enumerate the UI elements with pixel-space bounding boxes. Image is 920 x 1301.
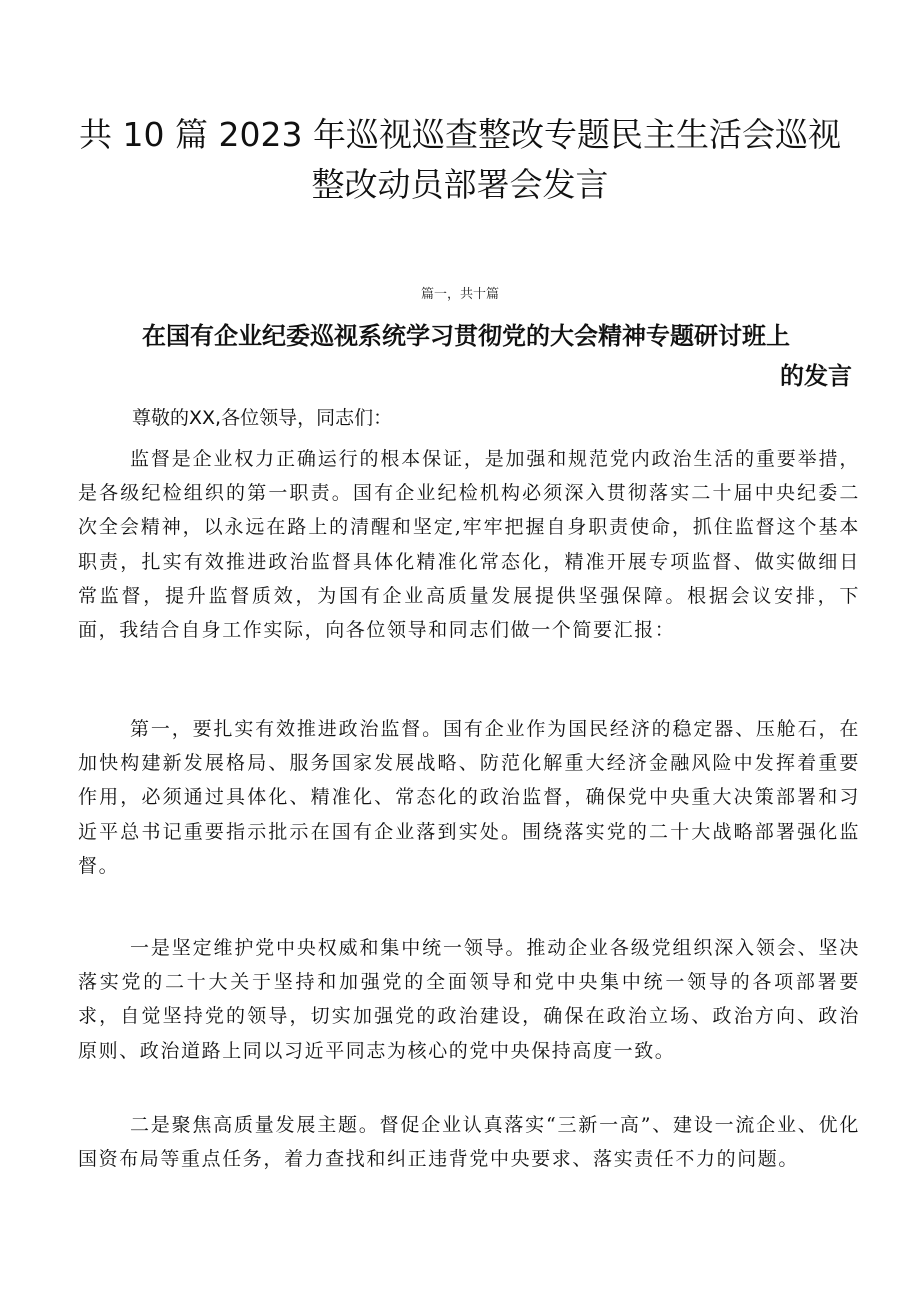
section-title-line2: 的发言 — [780, 362, 852, 390]
part-label: 篇一，共十篇 — [420, 287, 499, 302]
paragraph-intro: 监督是企业权力正确运行的根本保证，是加强和规范党内政治生活的重要举措，是各级纪检组织的第一职责。国有企业纪检机构必须深入贯彻落实二十届中央纪委二次全会精神，以永远在路上的清醒和坚定,牢牢把握自身职责使命，抓住监督这个基本职责，扎实有效推进政治监督具体化精准化常态化，精准开展专项监督、做实做细日常监督，提升监督质效，为国有企业高质量发展提供坚强保障。根据会议安排，下面，我结合自身工作实际，向各位领导和同志们做一个简要汇报： — [78, 448, 860, 642]
section-title-line1: 在国有企业纪委巡视系统学习贯彻党的大会精神专题研讨班上 — [142, 322, 790, 350]
paragraph-item-one: 一是坚定维护党中央权威和集中统一领导。推动企业各级党组织深入领会、坚决落实党的二十大关于坚持和加强党的全面领导和党中央集中统一领导的各项部署要求，自觉坚持党的领导，切实加强党的政治建设，确保在政治立场、政治方向、政治原则、政治道路上同以习近平同志为核心的党中央保持高度一致。 — [78, 937, 860, 1062]
salutation: 尊敬的XX,各位领导，同志们： — [132, 407, 393, 429]
paragraph-first-point: 第一，要扎实有效推进政治监督。国有企业作为国民经济的稳定器、压舱石，在加快构建新发展格局、服务国家发展战略、防范化解重大经济金融风险中发挥着重要作用，必须通过具体化、精准化、常态化的政治监督，确保党中央重大决策部署和习近平总书记重要指示批示在国有企业落到实处。围绕落实党的二十大战略部署强化监督。 — [78, 718, 860, 877]
paragraph-item-two: 二是聚焦高质量发展主题。督促企业认真落实“三新一高”、建设一流企业、优化国资布局等重点任务，着力查找和纠正违背党中央要求、落实责任不力的问题。 — [78, 1114, 860, 1171]
document-title: 共 10 篇 2023 年巡视巡查整改专题民主生活会巡视整改动员部署会发言 — [79, 115, 841, 204]
section-title — [120, 316, 852, 396]
